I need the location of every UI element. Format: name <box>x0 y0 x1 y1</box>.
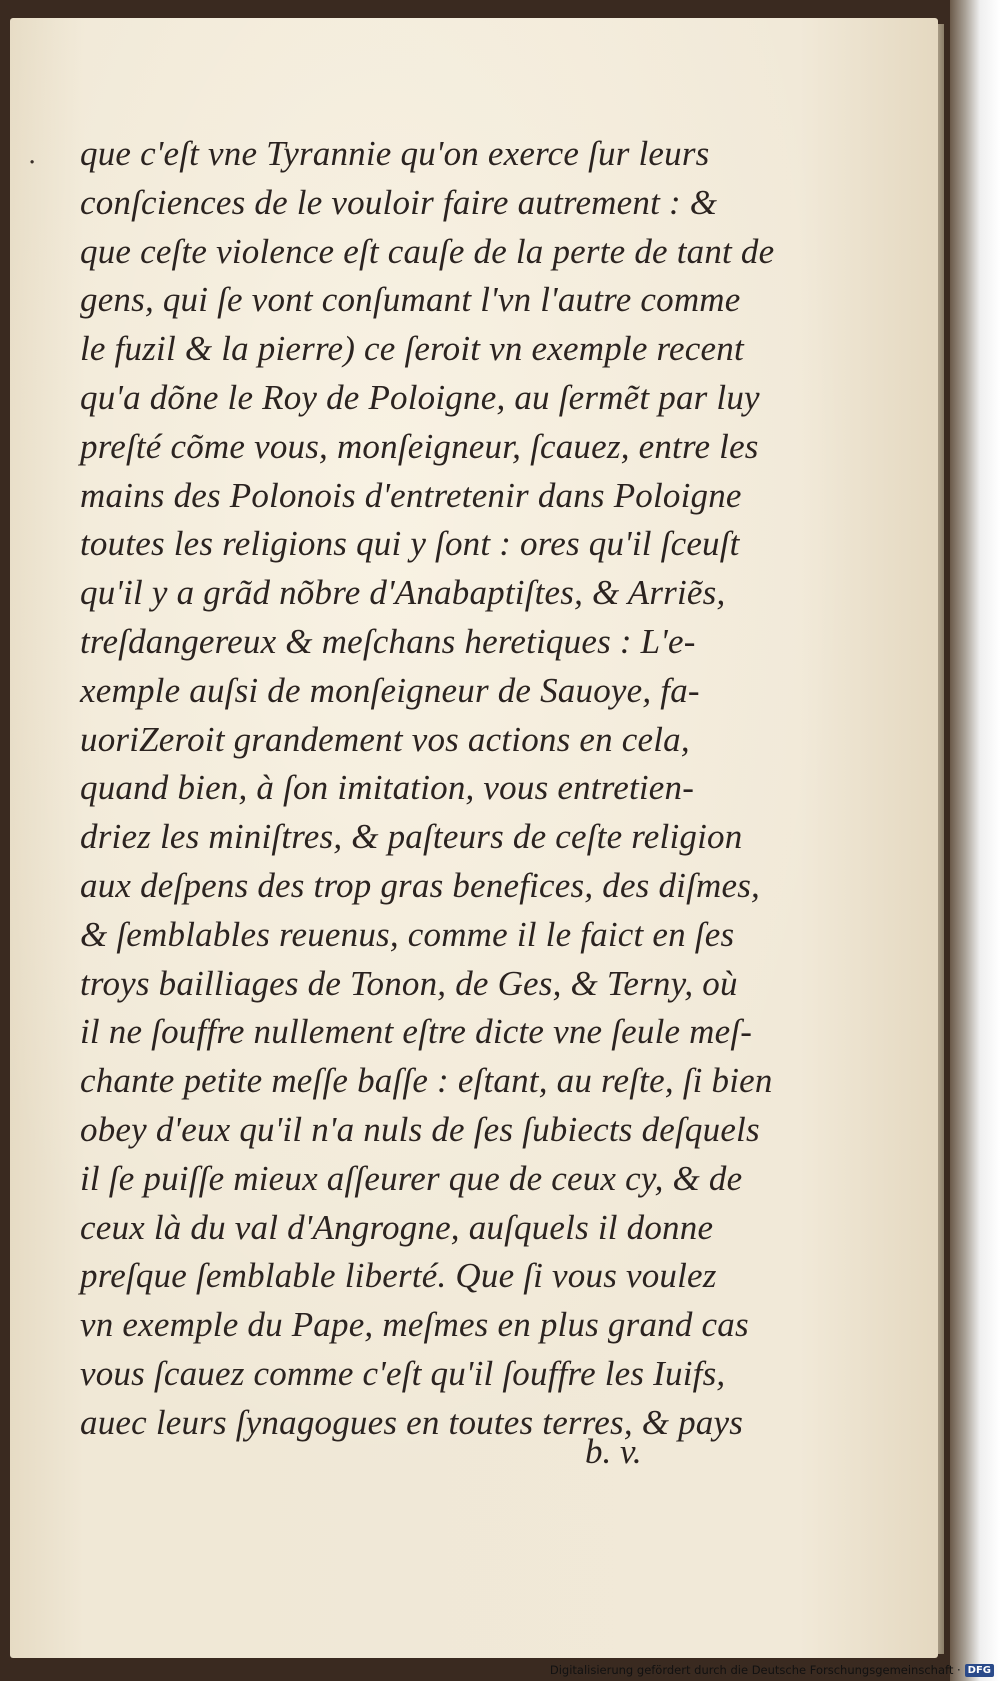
digitization-footer <box>550 1663 994 1677</box>
scan-margin <box>950 0 1000 1681</box>
text-line: vn exemple du Pape, meſmes en plus grand cas <box>80 1305 749 1345</box>
page-text <box>80 130 800 1448</box>
text-line: que ceſte violence eſt cauſe de la perte de tant de <box>80 231 775 271</box>
text-line: uoriZeroit grandement vos actions en cela, <box>80 719 690 759</box>
text-line: troys bailliages de Tonon, de Ges, & Terny, où <box>80 963 738 1003</box>
text-line: preſté cõme vous, monſeigneur, ſcauez, entre les <box>80 426 759 466</box>
text-line: gens, qui ſe vont conſumant l'vn l'autre comme <box>80 280 741 320</box>
text-line: il ne ſouffre nullement eſtre dicte vne ſeule meſ- <box>80 1012 753 1052</box>
text-line: obey d'eux qu'il n'a nuls de ſes ſubiects deſquels <box>80 1109 760 1149</box>
text-line: ceux là du val d'Angrogne, auſquels il donne <box>80 1207 714 1247</box>
footer-credit: Digitalisierung gefördert durch die Deutsche Forschungsgemeinschaft · <box>549 1663 961 1677</box>
text-line: auec leurs ſynagogues en toutes terres, & pays <box>80 1402 744 1442</box>
text-line: mains des Polonois d'entretenir dans Poloigne <box>80 475 742 515</box>
text-line: & ſemblables reuenus, comme il le faict en ſes <box>80 914 735 954</box>
text-line: qu'a dõne le Roy de Poloigne, au ſermẽt par luy <box>80 377 760 417</box>
text-line: que c'eſt vne Tyrannie qu'on exerce ſur leurs <box>80 134 710 173</box>
text-line: driez les miniſtres, & paſteurs de ceſte religion <box>80 817 743 857</box>
text-line: treſdangereux & meſchans heretiques : L'e- <box>80 621 696 661</box>
text-line: aux deſpens des trop gras benefices, des diſmes, <box>80 865 760 905</box>
text-line: quand bien, à ſon imitation, vous entretien- <box>80 768 695 808</box>
text-line: le fuzil & la pierre) ce ſeroit vn exemple recent <box>80 329 744 369</box>
catchword: b. v. <box>585 1432 642 1471</box>
text-line: conſciences de le vouloir faire autrement : & <box>80 182 718 222</box>
text-line: il ſe puiſſe mieux aſſeurer que de ceux cy, & de <box>80 1158 743 1198</box>
text-line: vous ſcauez comme c'eſt qu'il ſouffre les Iuifs, <box>80 1353 726 1393</box>
dfg-logo: DFG <box>965 1664 994 1677</box>
text-line: xemple auſsi de monſeigneur de Sauoye, fa- <box>80 670 700 710</box>
text-line: toutes les religions qui y ſont : ores qu'il ſceuſt <box>80 524 740 564</box>
text-line: preſque ſemblable liberté. Que ſi vous voulez <box>80 1256 717 1296</box>
text-line: chante petite meſſe baſſe : eſtant, au reſte, ſi bien <box>80 1061 773 1101</box>
margin-mark: · <box>28 148 37 178</box>
text-line: qu'il y a grãd nõbre d'Anabaptiſtes, & Arriẽs, <box>80 573 726 613</box>
